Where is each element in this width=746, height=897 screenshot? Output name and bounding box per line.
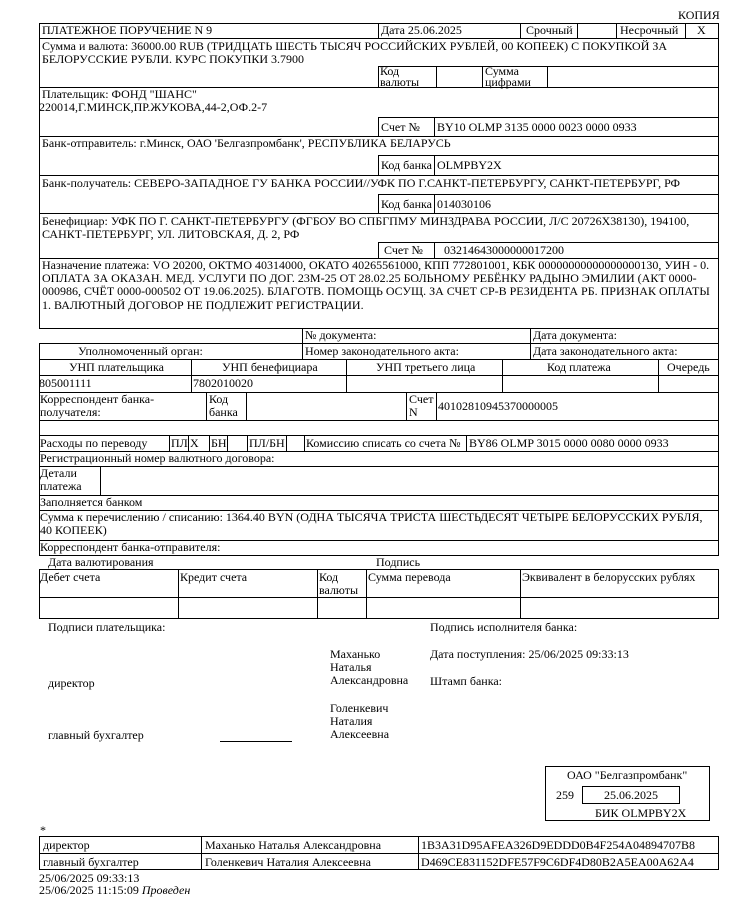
stamp-bank-name: ОАО "Белгазпромбанк"	[567, 768, 688, 782]
currency-code-label: Код валюты	[380, 64, 420, 89]
sign-row-role: директор	[43, 838, 90, 852]
payer-account: BY10 OLMP 3135 0000 0023 0000 0933	[437, 120, 637, 134]
currency-code-short: Код валюты	[319, 570, 359, 598]
urgent-label: Срочный	[526, 23, 573, 37]
sign-row-role: главный бухгалтер	[43, 855, 139, 869]
director-label: директор	[48, 676, 95, 690]
expenses-label: Расходы по переводу	[40, 436, 148, 450]
authorized-body-label: Уполномоченный орган:	[78, 344, 203, 358]
doc-date-label: Дата документа:	[533, 328, 617, 342]
legal-act-number-label: Номер законодательного акта:	[305, 344, 459, 358]
legal-act-date-label: Дата законодательного акта:	[533, 344, 678, 358]
equivalent-label: Эквивалент в белорусских рублях	[522, 570, 696, 584]
footer-status: Проведен	[141, 883, 191, 897]
unp-third-party-header: УНП третьего лица	[376, 360, 476, 374]
queue-header: Очередь	[667, 360, 710, 374]
correspondent-sender-label: Корреспондент банка-отправителя:	[40, 540, 221, 554]
payment-purpose: Назначение платежа: VO 20200, ОКТМО 40314000, ОКАТО 40265561000, КПП 772801001, КБК 00000000000000000130, УИН - 0. ОПЛАТА ЗА ОКАЗАН. МЕД. УСЛУГИ ПО ДОГ. 23М-25 ОТ 28.02.25 БОЛЬНОМУ РЕБЁНКУ РАДЫНО ЭМИЛИИ (АКТ 0000-000986, СЧЁТ 0000-000502 ОТ 19.06.2025). БЛАГОТВ. ПОМОЩЬ ОСУЩ. ЗА СЧЕТ СР-В РЕЗИДЕНТА РБ. ПРИЗНАК ОПЛАТЫ 1. ВАЛЮТНЫЙ ДОГОВОР НЕ ПОДЛЕЖИТ РЕГИСТРАЦИИ.	[42, 258, 710, 312]
unp-beneficiary-header: УНП бенефициара	[222, 360, 318, 374]
document-date: Дата 25.06.2025	[381, 23, 462, 37]
commission-label: Комиссию списать со счета №	[306, 436, 461, 450]
unp-payer-header: УНП плательщика	[69, 360, 164, 374]
transfer-sum-label: Сумма перевода	[368, 570, 451, 584]
payment-details-label: Детали платежа	[40, 466, 82, 494]
non-urgent-mark: X	[697, 23, 706, 37]
payer-address: 220014,Г.МИНСК,ПР.ЖУКОВА,44-2,ОФ.2-7	[39, 100, 268, 114]
director-name: Маханько Наталья Александровна	[330, 647, 409, 687]
unp-payer-value: 805001111	[39, 376, 92, 390]
beneficiary-account: 03214643000000017200	[444, 243, 564, 257]
sign-row-name: Голенкевич Наталия Алексеевна	[205, 855, 371, 869]
stamp-number: 259	[556, 788, 574, 802]
correspondent-account: 40102810945370000005	[438, 399, 558, 413]
beneficiary: Бенефициар: УФК ПО Г. САНКТ-ПЕТЕРБУРГУ (ФГБОУ ВО СПБГПМУ МИНЗДРАВА РОССИИ, Л/С 20726Х38130), 194100, САНКТ-ПЕТЕРБУРГ, УЛ. ЛИТОВСКАЯ, Д. 2, РФ	[42, 214, 690, 242]
transfer-amount: Сумма к перечислению / списанию: 1364.40 BYN (ОДНА ТЫСЯЧА ТРИСТА ШЕСТЬДЕСЯТ ЧЕТЫРЕ БЕЛОРУССКИХ РУБЛЯ, 40 КОПЕЕК)	[40, 510, 703, 538]
sender-bank-code: OLMPBY2X	[437, 158, 502, 172]
asterisk: *	[40, 823, 46, 837]
document-title: ПЛАТЕЖНОЕ ПОРУЧЕНИЕ N 9	[42, 23, 213, 37]
non-urgent-label: Несрочный	[620, 23, 679, 37]
footer-status-date: 25/06/2025 11:15:09	[39, 883, 139, 897]
chief-accountant-label: главный бухгалтер	[48, 728, 144, 742]
sign-row-name: Маханько Наталья Александровна	[205, 838, 382, 852]
footer-status-line	[39, 884, 190, 897]
correspondent-bank-code-label: Код банка	[209, 392, 238, 420]
signature-line	[220, 741, 292, 742]
plbn-label: ПЛ/БН	[249, 436, 285, 450]
sign-row-hash: D469CE831152DFE57F9C6DF4D80B2A5EA00A62A4	[421, 855, 694, 869]
sign-row-hash: 1B3A31D95AFEA326D9EDDD0B4F254A04894707B8	[421, 838, 696, 852]
sender-bank-code-label: Код банка	[381, 158, 432, 172]
debit-label: Дебет счета	[40, 570, 101, 584]
receiver-bank: Банк-получатель: СЕВЕРО-ЗАПАДНОЕ ГУ БАНКА РОССИИ//УФК ПО Г.САНКТ-ПЕТЕРБУРГУ, САНКТ-ПЕТЕРБУРГ, РФ	[42, 176, 681, 190]
value-date-label: Дата валютирования	[48, 555, 154, 569]
copy-label: КОПИЯ	[678, 8, 720, 22]
receipt-date: Дата поступления: 25/06/2025 09:33:13	[430, 647, 629, 661]
unp-beneficiary-value: 7802010020	[193, 376, 253, 390]
pl-label: ПЛ	[171, 436, 188, 450]
correspondent-account-label: Счет N	[409, 392, 434, 420]
payer-account-label: Счет №	[381, 120, 420, 134]
sender-bank: Банк-отправитель: г.Минск, ОАО 'Белгазпромбанк', РЕСПУБЛИКА БЕЛАРУСЬ	[42, 136, 451, 150]
footer-timestamp: 25/06/2025 09:33:13	[39, 871, 140, 885]
payment-code-header: Код платежа	[547, 360, 611, 374]
commission-account: BY86 OLMP 3015 0000 0080 0000 0933	[469, 436, 669, 450]
payer-name: Плательщик: ФОНД "ШАНС"	[42, 87, 197, 101]
bn-label: БН	[211, 436, 227, 450]
reg-number-label: Регистрационный номер валютного договора:	[40, 451, 275, 465]
stamp-date: 25.06.2025	[604, 788, 658, 802]
stamp-bic: БИК OLMPBY2X	[595, 806, 687, 820]
receiver-bank-code: 014030106	[437, 197, 491, 211]
amount-text: Сумма и валюта: 36000.00 RUB (ТРИДЦАТЬ ШЕСТЬ ТЫСЯЧ РОССИЙСКИХ РУБЛЕЙ, 00 КОПЕЕК) С ПОКУПКОЙ ЗА БЕЛОРУССКИЕ РУБЛИ. КУРС ПОКУПКИ 3.7900	[42, 39, 668, 67]
correspondent-receiver-label: Корреспондент банка-получателя:	[40, 392, 155, 420]
amount-digits-label: Сумма цифрами	[485, 64, 531, 89]
bank-stamp-label: Штамп банка:	[430, 674, 502, 688]
bank-executor-signature-label: Подпись исполнителя банка:	[430, 620, 578, 634]
doc-number-label: № документа:	[305, 328, 377, 342]
bank-fill-label: Заполняется банком	[40, 495, 143, 509]
pl-mark: X	[190, 436, 199, 450]
signature-label: Подпись	[376, 555, 421, 569]
chief-accountant-name: Голенкевич Наталия Алексеевна	[330, 701, 390, 741]
credit-label: Кредит счета	[180, 570, 248, 584]
receiver-bank-code-label: Код банка	[381, 197, 432, 211]
payer-signatures-label: Подписи плательщика:	[48, 620, 166, 634]
beneficiary-account-label: Счет №	[384, 243, 423, 257]
